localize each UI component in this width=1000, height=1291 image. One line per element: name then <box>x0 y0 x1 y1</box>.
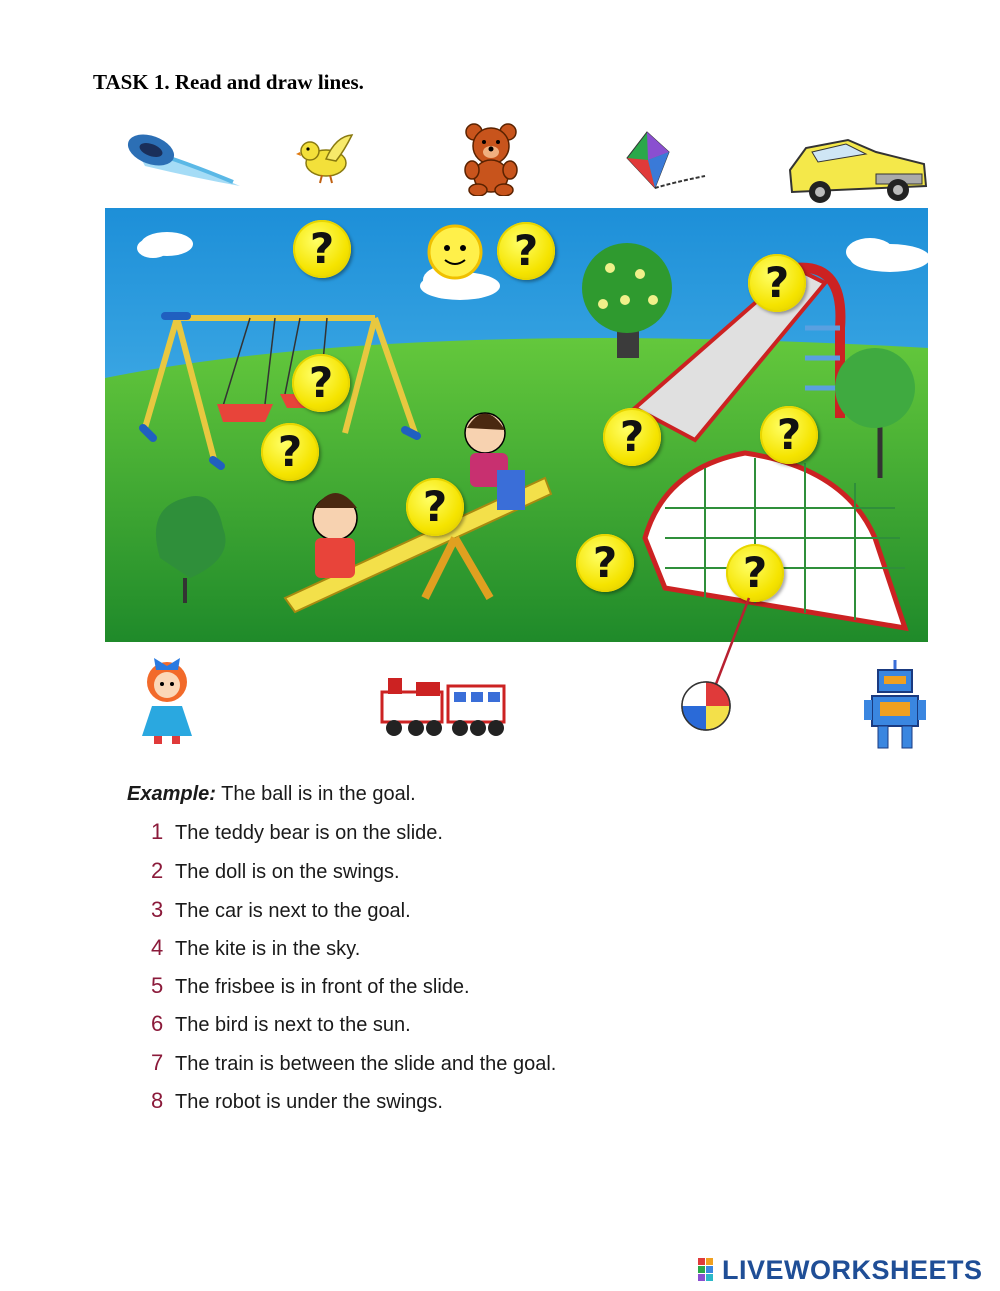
liveworksheets-logo <box>698 1255 983 1285</box>
sentence-item <box>151 1088 443 1114</box>
sentence-text: The bird is next to the sun. <box>175 1014 411 1036</box>
logo-icon <box>698 1258 722 1282</box>
ball-icon[interactable] <box>680 680 732 732</box>
sentence-text: The teddy bear is on the slide. <box>175 822 443 844</box>
sentence-text: The doll is on the swings. <box>175 861 400 883</box>
sentence-item <box>151 897 411 923</box>
sentence-item <box>151 858 400 884</box>
sentence-item <box>151 1050 556 1076</box>
logo-text: LIVEWORKSHEETS <box>722 1254 983 1285</box>
sentence-item <box>151 1011 411 1037</box>
answer-target-9[interactable]: ? <box>576 534 634 592</box>
sentence-number: 4 <box>151 935 164 960</box>
sentence-number: 2 <box>151 858 164 883</box>
sentence-text: The frisbee is in front of the slide. <box>175 976 470 998</box>
sentence-text: The car is next to the goal. <box>175 900 411 922</box>
answer-target-8[interactable]: ? <box>406 478 464 536</box>
sentence-item <box>151 973 470 999</box>
sentence-number: 7 <box>151 1050 164 1075</box>
answer-target-7[interactable]: ? <box>760 406 818 464</box>
answer-target-5[interactable]: ? <box>261 423 319 481</box>
answer-target-4[interactable]: ? <box>292 354 350 412</box>
robot-icon[interactable] <box>864 658 926 754</box>
sentence-number: 8 <box>151 1088 164 1113</box>
task-title: TASK 1. Read and draw lines. <box>93 70 364 94</box>
sentence-text: The kite is in the sky. <box>175 938 361 960</box>
sentence-number: 1 <box>151 819 164 844</box>
sentence-item <box>151 935 360 961</box>
doll-icon[interactable] <box>134 652 200 748</box>
answer-target-6[interactable]: ? <box>603 408 661 466</box>
sentence-text: The train is between the slide and the goal. <box>175 1053 557 1075</box>
sentence-number: 5 <box>151 973 164 998</box>
answer-target-10[interactable]: ? <box>726 544 784 602</box>
example-text: The ball is in the goal. <box>215 783 416 805</box>
train-icon[interactable] <box>378 672 508 740</box>
sentence-number: 6 <box>151 1011 164 1036</box>
answer-target-3[interactable]: ? <box>748 254 806 312</box>
example-sentence <box>127 783 416 806</box>
sentence-number: 3 <box>151 897 164 922</box>
sentence-text: The robot is under the swings. <box>175 1091 443 1113</box>
answer-target-2[interactable]: ? <box>497 222 555 280</box>
answer-target-1[interactable]: ? <box>293 220 351 278</box>
example-label: Example: <box>127 783 216 805</box>
sentence-item <box>151 819 443 845</box>
